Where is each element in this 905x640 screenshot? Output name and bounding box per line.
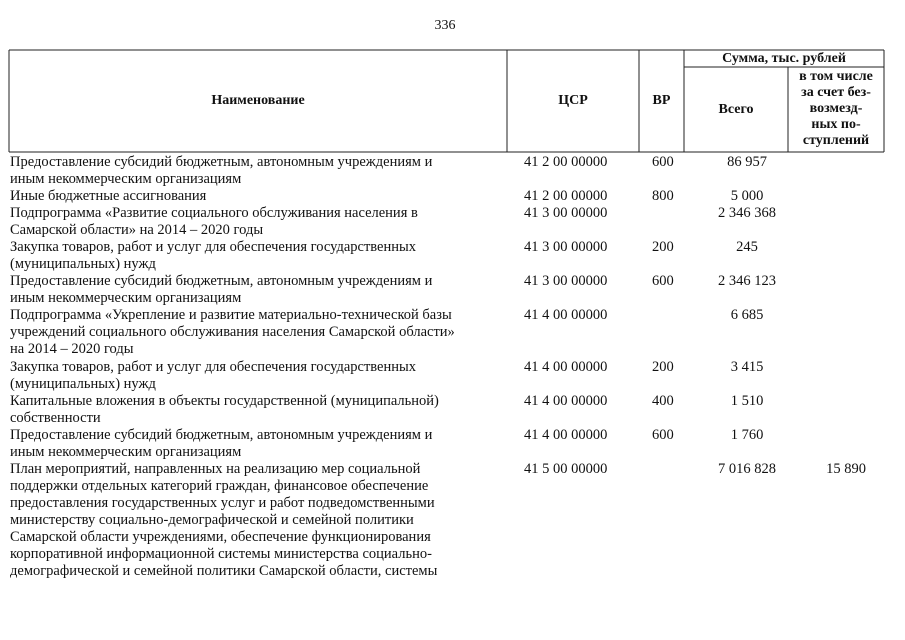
row-vr: 600 xyxy=(652,273,674,289)
row-name-line: Закупка товаров, работ и услуг для обеспечения государственных xyxy=(10,239,417,255)
header-free-line: возмезд- xyxy=(809,101,863,116)
row-vr: 400 xyxy=(652,393,674,409)
header-free-receipts xyxy=(788,69,884,149)
row-name-line: Предоставление субсидий бюджетным, автономным учреждениям и xyxy=(10,273,433,289)
header-free-line: за счет без- xyxy=(801,85,871,100)
row-name-line: демографической и семейной политики Самарской области, системы xyxy=(10,563,438,579)
row-name-line: учреждений социального обслуживания населения Самарской области» xyxy=(10,324,455,340)
row-name-line: (муниципальных) нужд xyxy=(10,256,156,272)
header-free-line: ступлений xyxy=(802,133,870,148)
header-total: Всего xyxy=(718,102,754,117)
row-name-line: поддержки отдельных категорий граждан, финансовое обеспечение xyxy=(10,478,429,494)
header-free-line: ных по- xyxy=(811,117,861,132)
row-name-line: Предоставление субсидий бюджетным, автономным учреждениям и xyxy=(10,427,433,443)
row-vr: 600 xyxy=(652,427,674,443)
row-total: 245 xyxy=(736,239,758,255)
page-number: 336 xyxy=(434,18,456,33)
row-name-line: Самарской области» на 2014 – 2020 годы xyxy=(10,222,264,238)
header-csr: ЦСР xyxy=(558,93,588,108)
row-name-line: собственности xyxy=(10,410,101,426)
row-name-line: Подпрограмма «Развитие социального обслуживания населения в xyxy=(10,205,418,221)
row-name-line: иным некоммерческим организациям xyxy=(10,171,242,187)
row-name-line: иным некоммерческим организациям xyxy=(10,444,242,460)
row-total: 3 415 xyxy=(730,359,764,375)
row-total: 86 957 xyxy=(727,154,767,170)
row-total: 1 510 xyxy=(730,393,764,409)
header-free-line: в том числе xyxy=(799,69,873,84)
row-name-line: корпоративной информационной системы министерства социально- xyxy=(10,546,432,562)
row-csr: 41 3 00 00000 xyxy=(524,273,608,289)
row-csr: 41 5 00 00000 xyxy=(524,461,608,477)
header-vr: ВР xyxy=(652,93,671,108)
row-total: 2 346 123 xyxy=(718,273,776,289)
row-name xyxy=(10,393,490,427)
row-vr: 200 xyxy=(652,239,674,255)
row-csr: 41 2 00 00000 xyxy=(524,188,608,204)
row-csr: 41 4 00 00000 xyxy=(524,393,608,409)
row-name-line: Подпрограмма «Укрепление и развитие материально-технической базы xyxy=(10,307,452,323)
row-name-line: (муниципальных) нужд xyxy=(10,376,156,392)
row-name-line: на 2014 – 2020 годы xyxy=(10,341,134,357)
row-total: 7 016 828 xyxy=(718,461,776,477)
row-name-line: Закупка товаров, работ и услуг для обеспечения государственных xyxy=(10,359,417,375)
row-name-line: Иные бюджетные ассигнования xyxy=(10,188,207,204)
row-name-line: иным некоммерческим организациям xyxy=(10,290,242,306)
row-csr: 41 4 00 00000 xyxy=(524,427,608,443)
row-name-line: министерству социально-демографической и семейной политики xyxy=(10,512,414,528)
row-total: 1 760 xyxy=(730,427,764,443)
row-name xyxy=(10,359,490,393)
row-name-line: Предоставление субсидий бюджетным, автономным учреждениям и xyxy=(10,154,433,170)
row-name xyxy=(10,427,490,461)
row-name-line: предоставления государственных услуг и работ подведомственными xyxy=(10,495,435,511)
row-total: 6 685 xyxy=(730,307,764,323)
row-csr: 41 4 00 00000 xyxy=(524,359,608,375)
row-name xyxy=(10,307,490,358)
row-total: 2 346 368 xyxy=(718,205,776,221)
row-name-line: Самарской области учреждениями, обеспечение функционирования xyxy=(10,529,431,545)
row-total: 5 000 xyxy=(730,188,764,204)
header-sum-group: Сумма, тыс. рублей xyxy=(722,51,846,66)
row-vr: 800 xyxy=(652,188,674,204)
row-csr: 41 4 00 00000 xyxy=(524,307,608,323)
row-csr: 41 3 00 00000 xyxy=(524,205,608,221)
row-name xyxy=(10,188,490,205)
row-name xyxy=(10,461,490,580)
row-vr: 600 xyxy=(652,154,674,170)
row-name xyxy=(10,239,490,273)
row-csr: 41 3 00 00000 xyxy=(524,239,608,255)
row-name xyxy=(10,154,490,188)
row-free: 15 890 xyxy=(826,461,866,477)
row-name xyxy=(10,205,490,239)
row-name xyxy=(10,273,490,307)
row-csr: 41 2 00 00000 xyxy=(524,154,608,170)
row-vr: 200 xyxy=(652,359,674,375)
row-name-line: План мероприятий, направленных на реализацию мер социальной xyxy=(10,461,421,477)
header-name: Наименование xyxy=(211,93,305,108)
row-name-line: Капитальные вложения в объекты государственной (муниципальной) xyxy=(10,393,439,409)
